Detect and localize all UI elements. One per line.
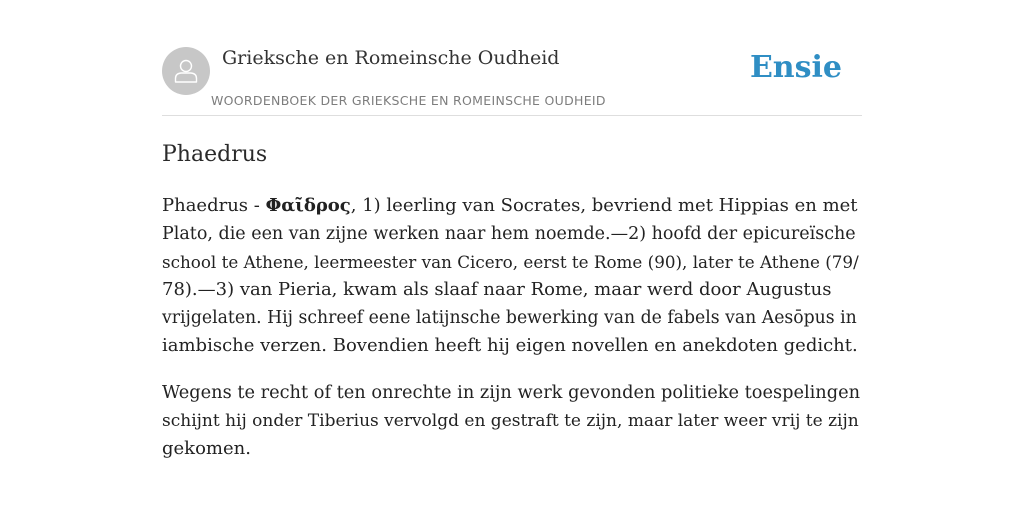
text-line: vrijgelaten. Hij schreef eene latijnsche bewerking van de fabels van Aesōpus in bbox=[162, 308, 857, 328]
entry-content bbox=[162, 192, 862, 482]
avatar[interactable] bbox=[162, 47, 210, 95]
header-divider bbox=[162, 115, 862, 116]
entry-paragraph bbox=[162, 379, 862, 463]
greek-term: Φαῖδρος bbox=[265, 195, 351, 216]
entry-paragraph bbox=[162, 192, 862, 360]
page-header bbox=[162, 46, 862, 116]
user-icon bbox=[171, 56, 201, 86]
text-line: iambische verzen. Bovendien heeft hij eigen novellen en anekdoten gedicht. bbox=[162, 335, 858, 356]
text-line: Plato, die een van zijne werken naar hem noemde.—2) hoofd der epicureïsche bbox=[162, 224, 856, 244]
text-line: gekomen. bbox=[162, 438, 251, 459]
book-title[interactable]: Grieksche en Romeinsche Oudheid bbox=[222, 47, 560, 69]
page-title: Phaedrus bbox=[162, 142, 268, 167]
text-line-rest: , 1) leerling van Socrates, bevriend met Hippias en met bbox=[350, 195, 858, 216]
entry-lead: Phaedrus - bbox=[162, 195, 266, 216]
text-line: Wegens te recht of ten onrechte in zijn werk gevonden politieke toespelingen bbox=[162, 383, 861, 403]
book-subtitle: WOORDENBOEK DER GRIEKSCHE EN ROMEINSCHE OUDHEID bbox=[211, 93, 606, 108]
brand-logo[interactable]: Ensie bbox=[749, 50, 842, 85]
text-line bbox=[162, 192, 862, 220]
text-line: schijnt hij onder Tiberius vervolgd en gestraft te zijn, maar later weer vrij te zijn bbox=[162, 411, 859, 431]
text-line: school te Athene, leermeester van Cicero, eerst te Rome (90), later te Athene (79/ bbox=[162, 252, 859, 272]
text-line: 78).—3) van Pieria, kwam als slaaf naar Rome, maar werd door Augustus bbox=[162, 279, 832, 300]
